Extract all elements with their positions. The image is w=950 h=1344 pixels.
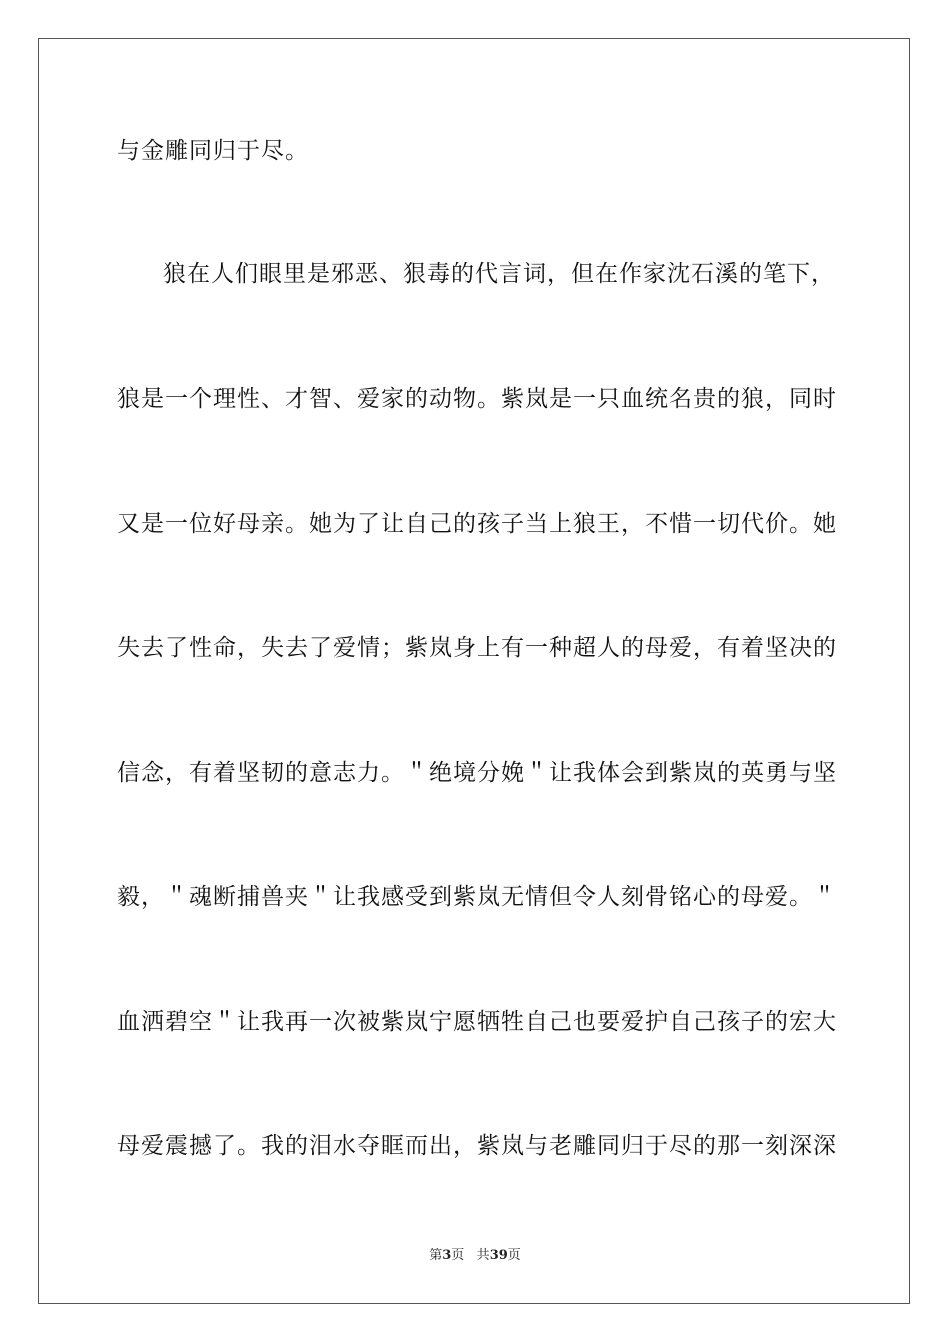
page-footer [0,1246,950,1266]
paragraph-line-6: 信念，有着坚韧的意志力。＂绝境分娩＂让我体会到紫岚的英勇与坚 [117,760,837,786]
paragraph-line-9: 母爱震撼了。我的泪水夺眶而出，紫岚与老雕同归于尽的那一刻深深 [117,1133,837,1159]
page-label-suffix: 页 [451,1248,465,1263]
total-pages: 39 [489,1248,508,1263]
page-number: 3 [442,1248,452,1263]
paragraph-line-7: 毅，＂魂断捕兽夹＂让我感受到紫岚无情但令人刻骨铭心的母爱。＂ [117,884,837,910]
paragraph-line-8: 血洒碧空＂让我再一次被紫岚宁愿牺牲自己也要爱护自己孩子的宏大 [117,1009,837,1035]
paragraph-line-3: 狼是一个理性、才智、爱家的动物。紫岚是一只血统名贵的狼，同时 [117,386,837,412]
total-label-suffix: 页 [507,1248,521,1263]
paragraph-line-1: 与金雕同归于尽。 [117,138,309,164]
paragraph-line-4: 又是一位好母亲。她为了让自己的孩子当上狼王，不惜一切代价。她 [117,511,837,537]
page-label-prefix: 第 [429,1248,443,1263]
page-border [38,38,910,1304]
paragraph-line-5: 失去了性命，失去了爱情；紫岚身上有一种超人的母爱，有着坚决的 [117,635,837,661]
paragraph-line-2: 狼在人们眼里是邪恶、狠毒的代言词，但在作家沈石溪的笔下， [163,261,835,287]
total-label-prefix: 共 [476,1248,490,1263]
